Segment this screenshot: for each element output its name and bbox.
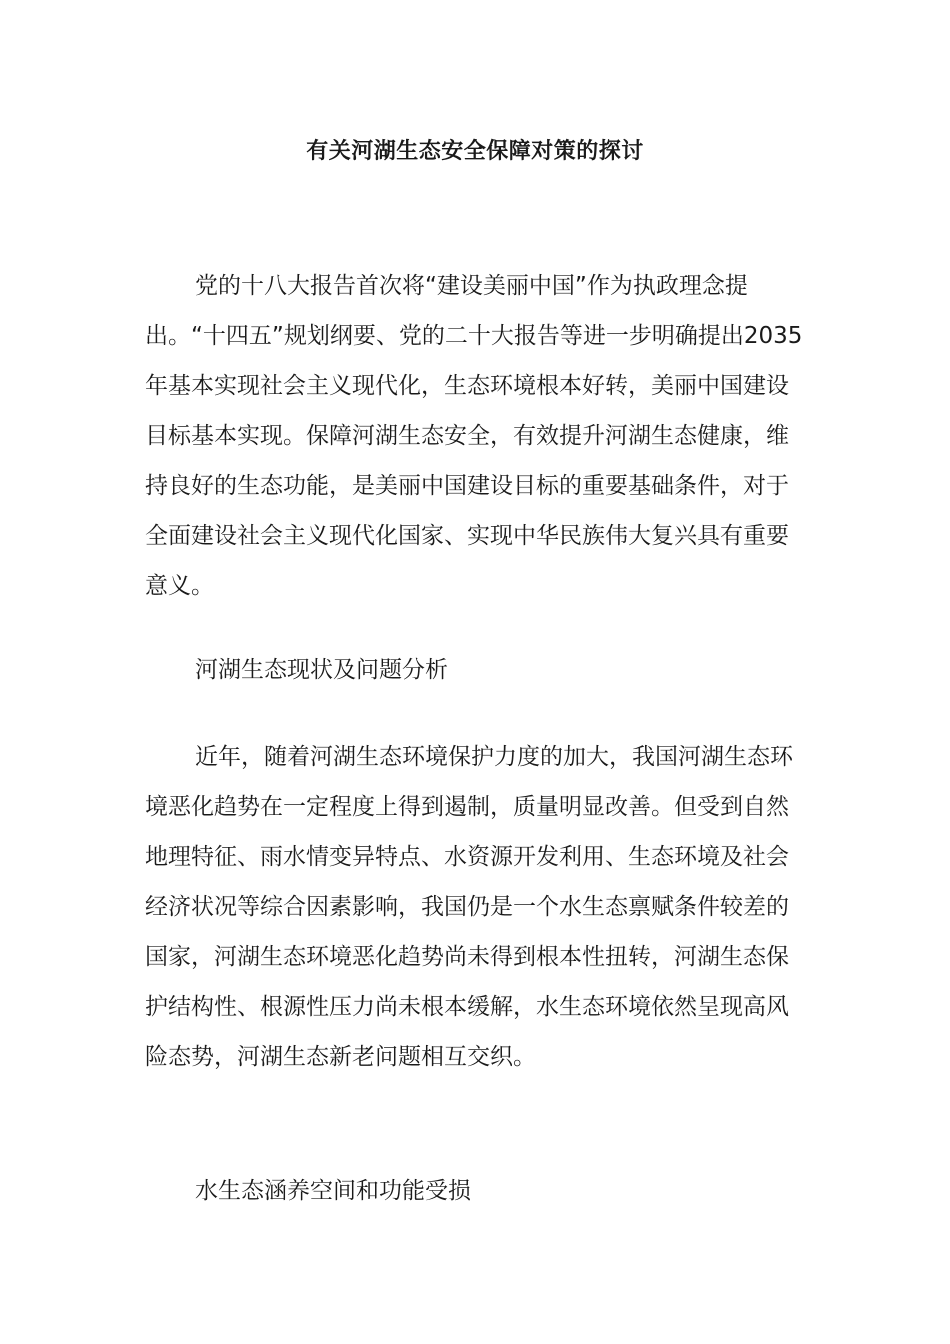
paragraph-intro: 党的十八大报告首次将“建设美丽中国”作为执政理念提出。“十四五”规划纲要、党的二十大报告等进一步明确提出2035年基本实现社会主义现代化，生态环境根本好转，美丽中国建设目标基本实现。保障河湖生态安全，有效提升河湖生态健康，维持良好的生态功能，是美丽中国建设目标的重要基础条件，对于全面建设社会主义现代化国家、实现中华民族伟大复兴具有重要意义。 bbox=[145, 273, 803, 599]
document-title: 有关河湖生态安全保障对策的探讨 bbox=[306, 139, 644, 164]
section-heading-status-analysis: 河湖生态现状及问题分析 bbox=[195, 657, 448, 683]
paragraph-status-analysis: 近年，随着河湖生态环境保护力度的加大，我国河湖生态环境恶化趋势在一定程度上得到遏制，质量明显改善。但受到自然地理特征、雨水情变异特点、水资源开发利用、生态环境及社会经济状况等综合因素影响，我国仍是一个水生态禀赋条件较差的国家，河湖生态环境恶化趋势尚未得到根本性扭转，河湖生态保护结构性、根源性压力尚未根本缓解，水生态环境依然呈现高风险态势，河湖生态新老问题相互交织。 bbox=[145, 744, 793, 1070]
section-heading-space-function: 水生态涵养空间和功能受损 bbox=[195, 1178, 471, 1204]
